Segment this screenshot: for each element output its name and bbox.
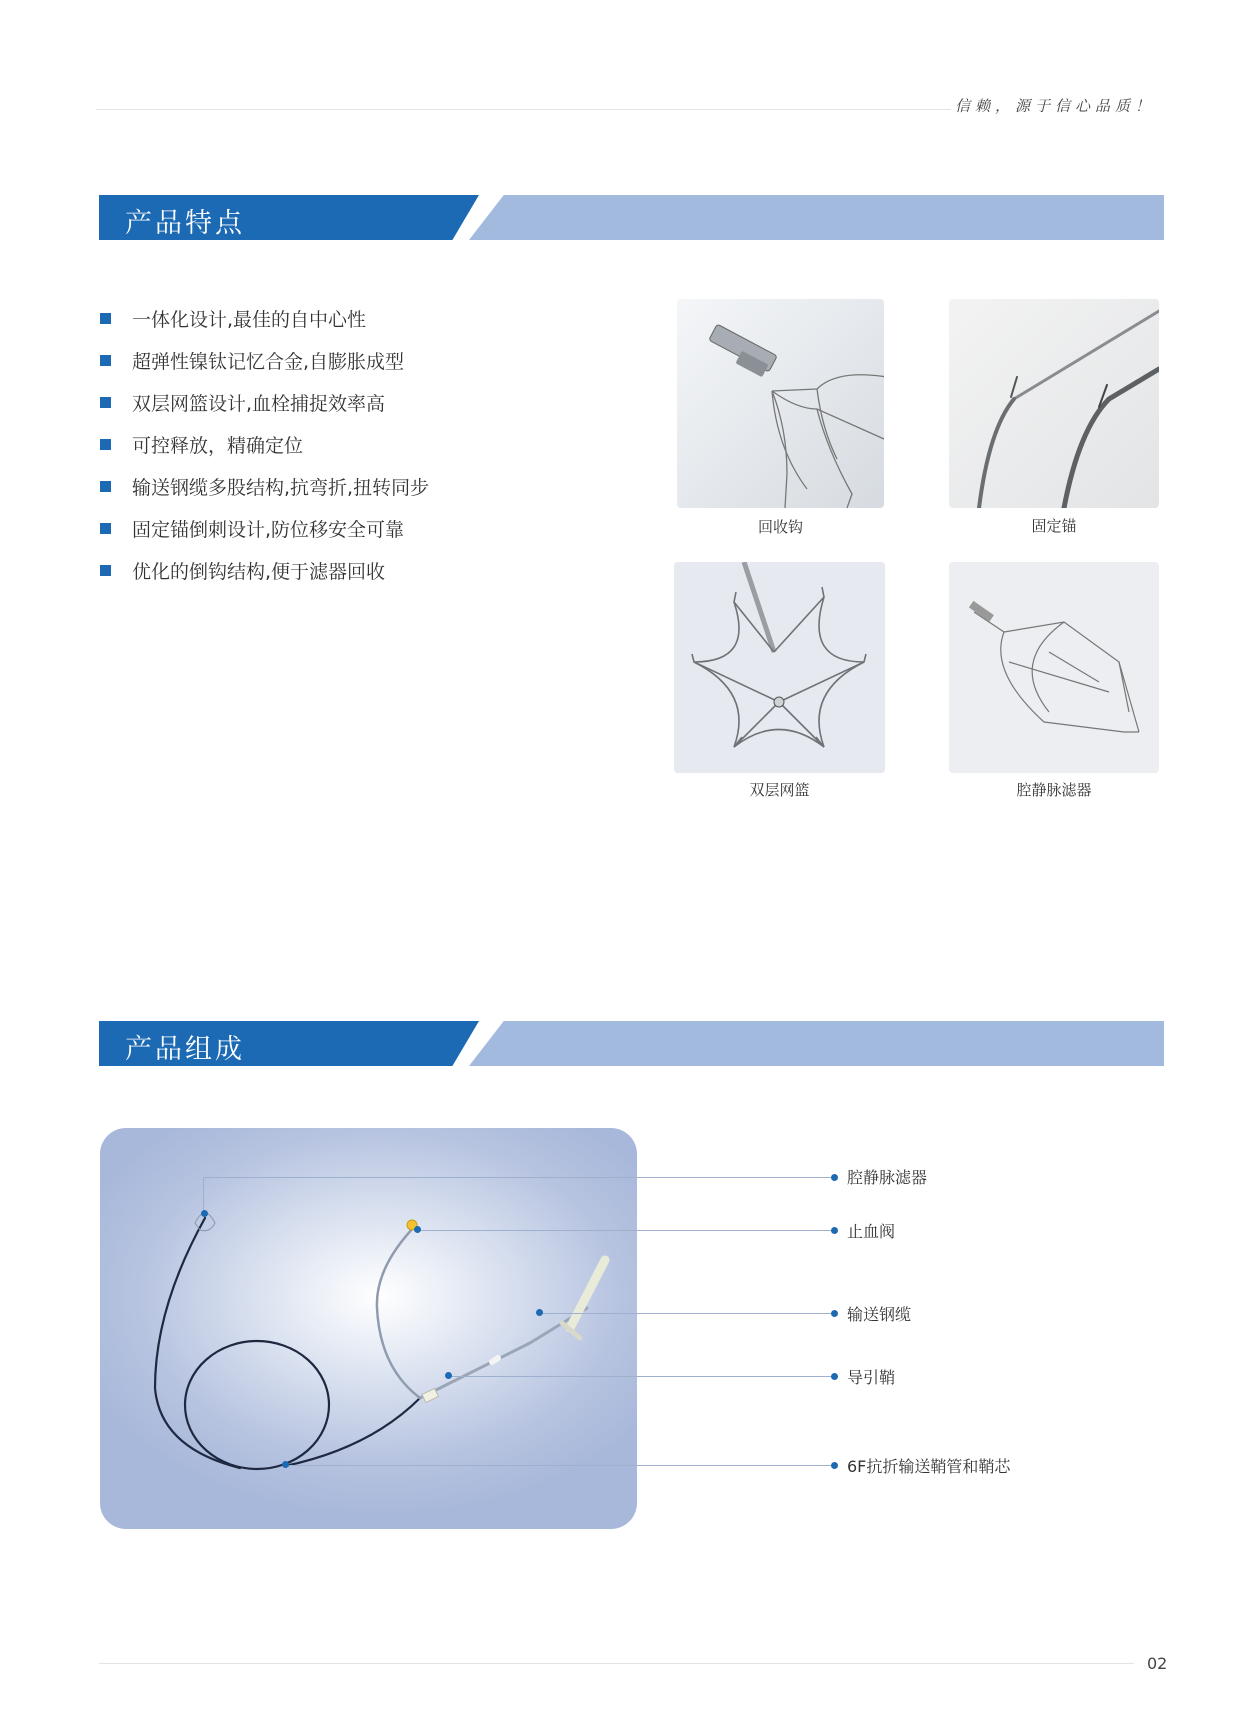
leader-line <box>286 1465 835 1466</box>
photo-caption: 腔静脉滤器 <box>1016 781 1092 799</box>
composition-diagram <box>100 1128 637 1529</box>
feature-text: 一体化设计,最佳的自中心性 <box>132 308 367 331</box>
leader-dot <box>831 1373 838 1380</box>
leader-dot <box>201 1210 208 1217</box>
section-title: 产品组成 <box>125 1034 245 1065</box>
header-slogan: 信赖，源于信心品质！ <box>955 97 1156 115</box>
component-label-valve: 止血阀 <box>847 1222 896 1241</box>
bullet-square-icon <box>100 439 111 450</box>
bullet-square-icon <box>100 355 111 366</box>
feature-item <box>100 507 429 549</box>
feature-text: 双层网篮设计,血栓捕捉效率高 <box>132 392 386 415</box>
component-label-sheath: 导引鞘 <box>847 1368 896 1387</box>
feature-item <box>100 381 429 423</box>
header-rule <box>96 109 951 110</box>
feature-item <box>100 423 429 465</box>
feature-item <box>100 297 429 339</box>
feature-item <box>100 339 429 381</box>
bullet-square-icon <box>100 313 111 324</box>
photo-caption: 双层网篮 <box>749 781 810 799</box>
photo-retrieval-hook <box>677 299 884 508</box>
feature-text: 固定锚倒刺设计,防位移安全可靠 <box>132 518 405 541</box>
leader-dot <box>414 1226 421 1233</box>
component-label-filter: 腔静脉滤器 <box>847 1168 928 1187</box>
feature-text: 输送钢缆多股结构,抗弯折,扭转同步 <box>132 476 430 499</box>
photo-caption: 回收钩 <box>757 518 803 536</box>
page-number: 02 <box>1147 1654 1168 1673</box>
bullet-square-icon <box>100 523 111 534</box>
section-title: 产品特点 <box>125 208 245 239</box>
bullet-square-icon <box>100 481 111 492</box>
leader-dot <box>831 1310 838 1317</box>
section-bar-light <box>469 195 1164 240</box>
feature-list <box>100 297 429 591</box>
leader-line <box>203 1177 835 1178</box>
leader-dot <box>831 1227 838 1234</box>
leader-line <box>540 1313 835 1314</box>
component-label-cable: 输送钢缆 <box>847 1305 912 1324</box>
leader-line <box>203 1177 204 1213</box>
photo-double-basket <box>674 562 885 773</box>
feature-text: 可控释放，精确定位 <box>132 434 304 457</box>
bullet-square-icon <box>100 565 111 576</box>
photo-caption: 固定锚 <box>1031 517 1077 535</box>
section-bar-light <box>469 1021 1164 1066</box>
feature-text: 优化的倒钩结构,便于滤器回收 <box>132 560 386 583</box>
photo-anchor <box>949 299 1159 508</box>
photo-vena-cava-filter <box>949 562 1159 773</box>
leader-dot <box>831 1462 838 1469</box>
leader-dot <box>831 1174 838 1181</box>
leader-line <box>418 1230 835 1231</box>
section-header-composition <box>99 1021 1164 1066</box>
feature-text: 超弹性镍钛记忆合金,自膨胀成型 <box>132 350 405 373</box>
footer-rule <box>99 1663 1134 1664</box>
feature-item <box>100 465 429 507</box>
section-header-features <box>99 195 1164 240</box>
feature-item <box>100 549 429 591</box>
leader-dot <box>536 1309 543 1316</box>
component-label-delivery-sheath: 6F抗折输送鞘管和鞘芯 <box>847 1457 1011 1476</box>
leader-dot <box>445 1372 452 1379</box>
leader-dot <box>282 1461 289 1468</box>
bullet-square-icon <box>100 397 111 408</box>
leader-line <box>449 1376 835 1377</box>
